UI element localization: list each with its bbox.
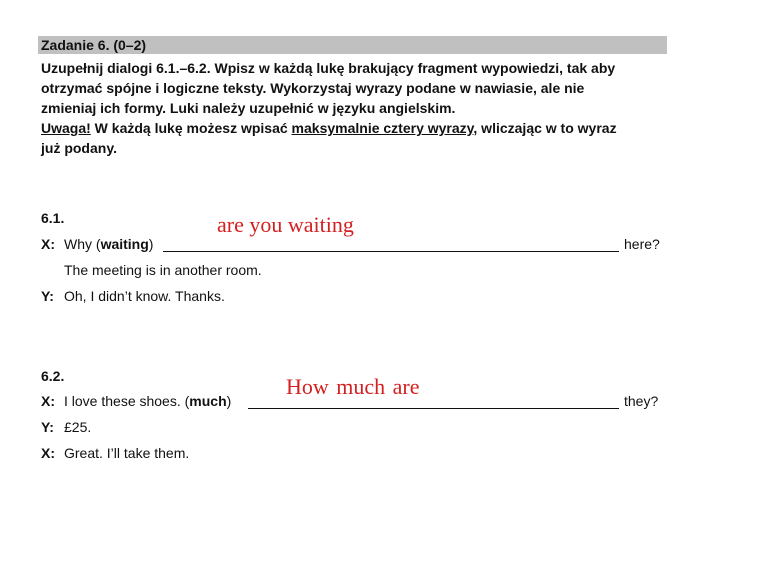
- warning-emphasis: maksymalnie cztery wyrazy: [291, 120, 474, 136]
- speaker-label: X:: [41, 236, 55, 252]
- warning-text-b: , wliczając w to wyraz: [473, 120, 617, 136]
- utterance-end: here?: [624, 236, 660, 252]
- instruction-line-1: Uzupełnij dialogi 6.1.–6.2. Wpisz w każdą lukę brakujący fragment wypowiedzi, tak aby: [41, 60, 616, 76]
- speaker-label: Y:: [41, 288, 54, 304]
- task-header: [38, 36, 667, 54]
- keyword: much: [189, 393, 227, 409]
- answer-gap-line[interactable]: [248, 408, 619, 409]
- handwritten-answer: are you waiting: [217, 212, 354, 237]
- utterance: £25.: [64, 419, 92, 435]
- speaker-label: Y:: [41, 419, 54, 435]
- instruction-line-3: zmieniaj ich formy. Luki należy uzupełnić w języku angielskim.: [41, 100, 456, 116]
- utterance: Oh, I didn’t know. Thanks.: [64, 288, 225, 304]
- answer-gap-line[interactable]: [163, 251, 619, 252]
- utterance-end: they?: [624, 393, 659, 409]
- instruction-warning: [41, 118, 671, 138]
- utterance: Why (waiting): [64, 236, 154, 252]
- utterance: I love these shoes. (much): [64, 393, 232, 409]
- utterance: The meeting is in another room.: [64, 262, 262, 278]
- task-title: Zadanie 6. (0–2): [41, 37, 147, 53]
- handwritten-answer: How much are: [286, 374, 420, 399]
- warning-text-a: W każdą lukę możesz wpisać: [90, 120, 292, 136]
- utterance: Great. I’ll take them.: [64, 445, 190, 461]
- instructions: [41, 58, 671, 158]
- instruction-line-2: otrzymać spójne i logiczne teksty. Wykorzystaj wyrazy podane w nawiasie, ale nie: [41, 80, 585, 96]
- exercise-number: 6.2.: [41, 368, 65, 384]
- speaker-label: X:: [41, 445, 55, 461]
- warning-label: Uwaga!: [41, 120, 91, 136]
- speaker-label: X:: [41, 393, 55, 409]
- instruction-line-5: już podany.: [41, 140, 117, 156]
- exercise-number: 6.1.: [41, 210, 65, 226]
- keyword: waiting: [100, 236, 149, 252]
